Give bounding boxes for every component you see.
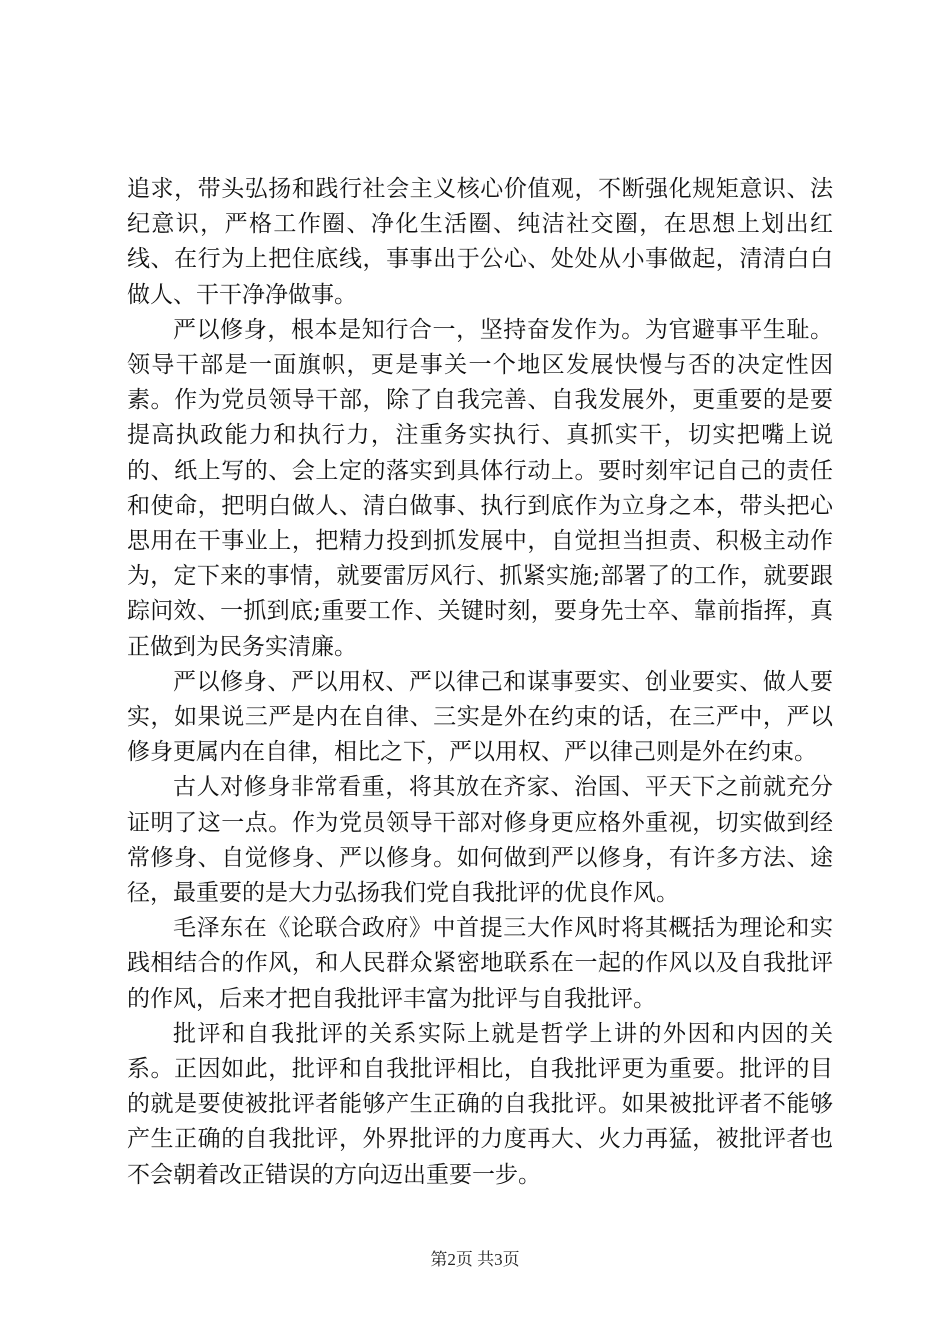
- paragraph: 古人对修身非常看重，将其放在齐家、治国、平天下之前就充分证明了这一点。作为党员领导干部对修身更应格外重视，切实做到经常修身、自觉修身、严以修身。如何做到严以修身，有许多方法、途径，最重要的是大力弘扬我们党自我批评的优良作风。: [127, 774, 833, 907]
- page-number-footer: 第2页 共3页: [430, 1250, 520, 1269]
- paragraph: 严以修身、严以用权、严以律己和谋事要实、创业要实、做人要实，如果说三严是内在自律、三实是外在约束的话，在三严中，严以修身更属内在自律，相比之下，严以用权、严以律己则是外在约束。: [127, 668, 833, 766]
- document-body: [127, 172, 833, 1193]
- paragraph: 批评和自我批评的关系实际上就是哲学上讲的外因和内因的关系。正因如此，批评和自我批评相比，自我批评更为重要。批评的目的就是要使被批评者能够产生正确的自我批评。如果被批评者不能够产生正确的自我批评，外界批评的力度再大、火力再猛，被批评者也不会朝着改正错误的方向迈出重要一步。: [127, 1020, 833, 1188]
- paragraph-continuation: 追求，带头弘扬和践行社会主义核心价值观，不断强化规矩意识、法纪意识，严格工作圈、净化生活圈、纯洁社交圈，在思想上划出红线、在行为上把住底线，事事出于公心、处处从小事做起，清清白白做人、干干净净做事。: [127, 176, 833, 308]
- paragraph: 毛泽东在《论联合政府》中首提三大作风时将其概括为理论和实践相结合的作风，和人民群众紧密地联系在一起的作风以及自我批评的作风，后来才把自我批评丰富为批评与自我批评。: [127, 915, 833, 1012]
- paragraph: 严以修身，根本是知行合一，坚持奋发作为。为官避事平生耻。领导干部是一面旗帜，更是事关一个地区发展快慢与否的决定性因素。作为党员领导干部，除了自我完善、自我发展外，更重要的是要提高执政能力和执行力，注重务实执行、真抓实干，切实把嘴上说的、纸上写的、会上定的落实到具体行动上。要时刻牢记自己的责任和使命，把明白做人、清白做事、执行到底作为立身之本，带头把心思用在干事业上，把精力投到抓发展中，自觉担当担责、积极主动作为，定下来的事情，就要雷厉风行、抓紧实施;部署了的工作，就要跟踪问效、一抓到底;重要工作、关键时刻，要身先士卒、靠前指挥，真正做到为民务实清廉。: [127, 316, 833, 660]
